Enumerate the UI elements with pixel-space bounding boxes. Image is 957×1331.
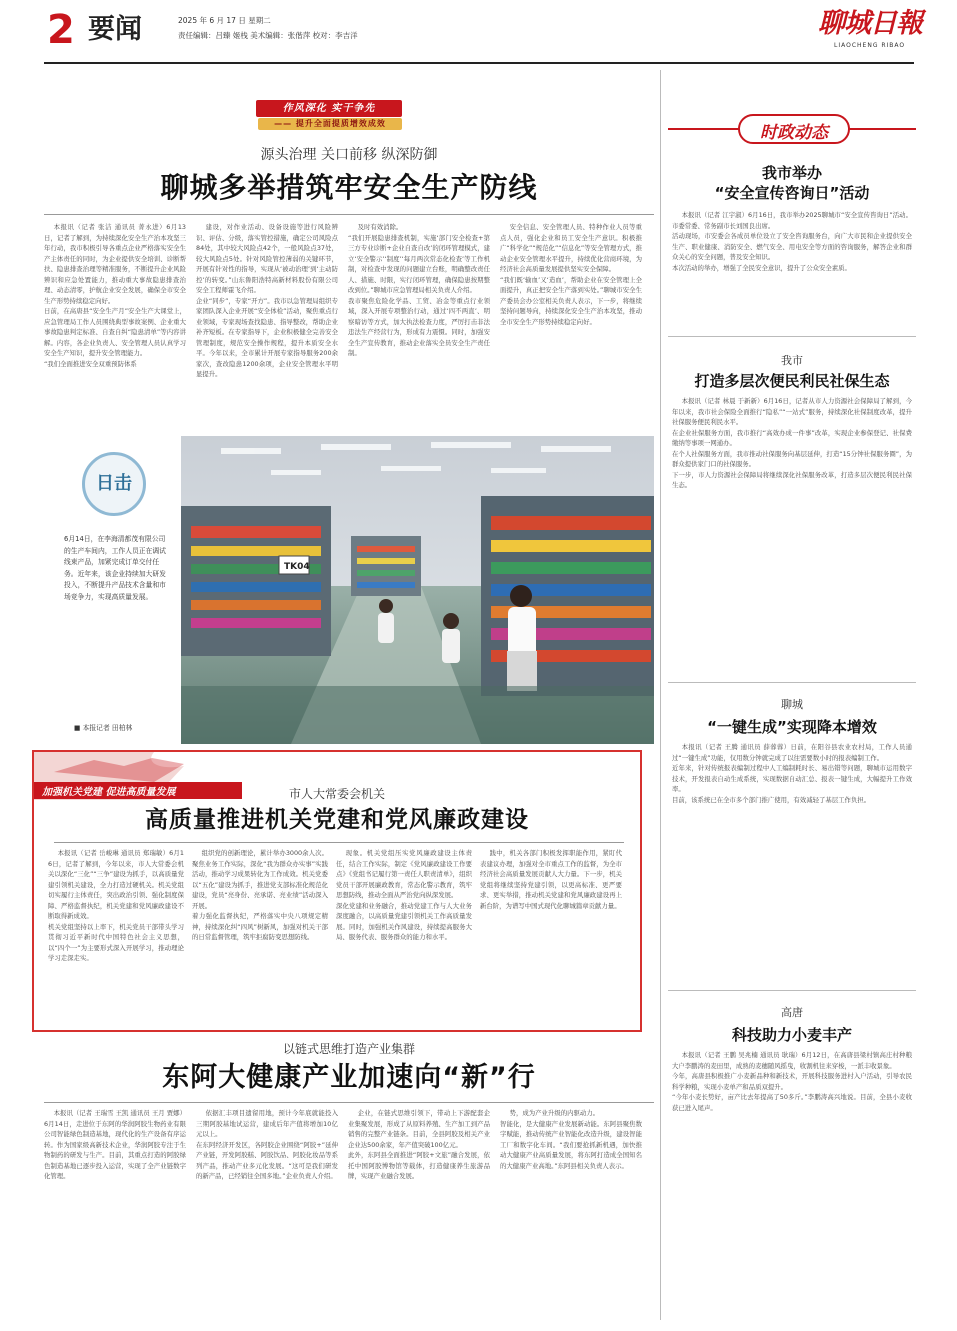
a4-title: 科技助力小麦丰产 (731, 1026, 852, 1044)
bottom-col-1-text: 本报讯（记者 王瑞雪 王凯 通讯员 王月 贾娜）6月14日，走进位于东阿的华润阿胶生物药业有限公司智能绿色制造基地，现代化的生产设备有序运转。作为国家级高新技术企业，华润阿胶专注于生物制药的研发与生产。目前，其重点打造的阿胶绿色制造基地已逐步投入运营，实现了全产业链数字化管理。 (44, 1109, 186, 1180)
a2-rule (668, 682, 916, 683)
date-line: 2025 年 6 月 17 日 星期二 (178, 16, 271, 25)
feature-banner-text: 加强机关党建 促进高质量发展 (42, 787, 176, 798)
a4-kicker: 高唐 (781, 1006, 803, 1019)
photo-caption (64, 534, 172, 714)
feature-col-1 (48, 848, 184, 1026)
feature-title: 高质量推进机关党建和党风廉政建设 (145, 807, 529, 833)
bottom-col-4-text: 势，成为产业升级的内驱动力。 智能化，是大健康产业发展新动能。东阿县聚焦数字赋能，推动传统产业智能化改造升级，建设智能工厂和数字化车间。“我们要抢抓新机遇，加快推动大健康产业高质量发展，将东阿打造成全国知名的大健康产业高地。”东阿县相关负责人表示。 (500, 1109, 642, 1170)
column-divider (660, 70, 661, 1320)
bottom-rule (44, 1102, 654, 1103)
right-column (668, 70, 916, 1326)
feature-article (32, 750, 642, 1032)
a3-kicker: 聊城 (781, 698, 803, 711)
feature-col-4-text: 践中，机关各部门积极发挥职能作用，紧盯代表建议办理，加强对全市重点工作的监督，为全市经济社会高质量发展贡献人大力量。下一步，机关党组将继续坚持党建引领，以更高标准、更严要求、更实举措，推动机关党建和党风廉政建设再上新台阶，为谱写中国式现代化聊城篇章贡献力量。 (480, 849, 622, 910)
lead-col-1-text: 本报讯（记者 张洁 通讯员 菁永进）6月13日，记者了解到，为持续深化安全生产治本攻坚三年行动，我市积极引导各重点企业严格落实安全生产主体责任的同时，为企业提供安全培训、诊断帮扶、隐患排查治理等精准服务，不断提升企业风险辨识和应急处置能力，推动重大事故隐患排查治理、动态清零，护航企业安全发展，确保全市安全生产形势持续稳定向好。 日前，在高唐县“安全生产月”安全生产大课堂上，应急管理局工作人员围绕典型事故案例、企业重大事故隐患判定标准、自查自纠“隐患清单”等内容讲解。内容，各企业负责人、安全管理人员认真学习安全生产知识，提升安全管理能力。 “我们全面推进安全双重预防体系 (44, 223, 186, 368)
lead-col-2 (196, 222, 338, 426)
page-number: 2 (47, 7, 75, 53)
bottom-col-1 (44, 1108, 186, 1320)
right-rack (481, 496, 654, 696)
a1-rule (668, 336, 916, 337)
editors-line: 责任编辑：吕臻 姬栈 美术编辑：张偕萍 校对：李吉洋 (178, 31, 358, 40)
a3-title: “一键生成”实现降本增效 (707, 718, 877, 736)
feature-col-3-text: 现象。机关党组压实党风廉政建设主体责任，结合工作实际，制定《党风廉政建设工作要点》《党组书记履行第一责任人职责清单》，组织党员干部开展廉政教育，常态化警示教育，筑牢思想防线，推动全面从严治党向纵深发展。 深化党建和业务融合，推动党建工作与人大业务深度融合，以高质量党建引领机关工作高质量发展。同时，加强机关作风建设，持续提高服务大局、服务代表、服务群众的能力和水平。 (336, 849, 472, 941)
feature-col-2-text: 组织党的创新理论，累计举办3000余人次。聚焦业务工作实际，深化“我为群众办实事”实践活动，推动学习成果转化为工作成效。机关党委以“五化”建设为抓手，推进党支部标准化规范化建设，党员“亮身份、亮承诺、亮业绩”活动深入开展。 着力强化监督执纪，严格落实中央八项规定精神，持续深化纠“四风”树新风，加强对机关干部的日常监督管理，筑牢拒腐防变思想防线。 (192, 849, 328, 941)
lead-col-3 (348, 222, 490, 426)
a3-body (672, 742, 912, 984)
a2-body-text: 本报讯（记者 林晨 于新新）6月16日，记者从市人力资源社会保障局了解到，今年以来，我市社会保险全面推行“隐私”“一站式”服务，持续深化社保制度改革，提升社保服务便民利民水平。 在企业社保服务方面，我市推行“高效办成一件事”改革，实现企业参保登记、社保费缴纳等事项一网通办。 在个人社保服务方面，我市推动社保服务向基层延伸，打造“15分钟社保服务圈”，为群众提供家门口的社保服务。 下一步，市人力资源社会保障局将继续深化社保服务改革，打造多层次便民利民社保生态。 (672, 397, 912, 489)
bottom-col-2-text: 依据汇丰项目遗留用地，预计今年底就能投入三期阿胶基地试运营，建成后年产值将增加10亿元以上。 在东阿经济开发区，各阿胶企业围绕“阿胶+”延伸产业链，开发阿胶糕、阿胶饮品、阿胶化妆品等系列产品，推动产业多元化发展。“这可是我们研发的新产品，已经销往全国多地。”企业负责人介绍。 (196, 1109, 338, 1180)
lead-col-2-text: 建设，对作业活动、设备设施等进行风险辨识、评估、分级，落实管控措施，确定公司风险点84处，其中较大风险点42个，一般风险点37处，较大风险点5处。针对风险管控薄弱的关键环节，开展有针对性的指导，实现从‘被动治理’到‘主动防控’的转变。”山东鲁阳浩特高新材料股份有限公司安全工程师霍飞介绍。 企业“同步”，专家“开方”。我市以急管理局组织专家团队深入企业开展“安全体检”活动，聚焦重点行业领域，专家现场查找隐患、指导整改，帮助企业补齐短板。在专家指导下，企业积极健全完善安全管理制度，规范安全操作规程，提升本质安全水平。今年以来，全市累计开展专家指导服务200余家次，查改隐患1200余项，企业安全管理水平明显提升。 (196, 223, 338, 378)
a2-body (672, 396, 912, 674)
lead-article (44, 70, 654, 432)
photo-news (44, 436, 654, 744)
a2-kicker: 我市 (781, 354, 803, 367)
photo-credit: ■ 本报记者 田柏林 (74, 724, 133, 732)
feature-col-4 (480, 848, 622, 1026)
factory-photo (181, 436, 654, 744)
a2-title: 打造多层次便民利民社保生态 (694, 372, 890, 390)
a1-body (672, 210, 912, 328)
photo-badge-text: 日击 (96, 473, 132, 494)
bottom-col-3 (348, 1108, 490, 1320)
header-rule (44, 62, 914, 64)
lead-col-3-text: 及时有效消除。 “我们开展隐患排查机制，实施‘部门安全检查+第三方专业诊断+企业自查自改’的闭环管理模式，建立‘安全警示’‘制度’‘每月两次常态化检查’等工作机制，对检查中发现的问题建立台账，明确整改责任人、措施、时限，实行闭环管理，确保隐患按期整改到位。”聊城市应急管理局相关负责人介绍。 我市聚焦危险化学品、工贸、冶金等重点行业领域，深入开展专项整治行动，通过‘四不两直’、明察暗访等方式，加大执法检查力度，严厉打击非法违法生产经营行为，形成有力震慑。同时，加强安全生产宣传教育，推动企业落实全员安全生产责任制。 (348, 223, 490, 357)
photo-caption-text: 6月14日，在李海清都茂有限公司的生产车间内，工作人员正在调试线束产品，加紧完成订单交付任务。近年来，该企业持续加大研发投入，不断提升产品技术含量和市场竞争力，实现高质量发展。 (64, 535, 166, 601)
station-sign: TK04 (284, 562, 310, 572)
newspaper-logo-en: LIAOCHENG RIBAO (834, 42, 906, 49)
bottom-title: 东阿大健康产业加速向“新”行 (162, 1062, 536, 1093)
feature-col-3 (336, 848, 472, 1026)
section-header-text: 时政动态 (760, 123, 828, 143)
feature-rule (54, 842, 624, 843)
bottom-col-3-text: 企业，在链式思维引领下，带动上下游配套企业集聚发展，形成了从原料养殖、生产加工到产品销售的完整产业链条。目前，全县阿胶及相关产业企业达500余家，年产值突破100亿元。 此外，东阿县全面推进“阿胶+文旅”融合发展，依托中国阿胶博物馆等载体，打造健康养生旅游品牌，实现产业融合发展。 (348, 1109, 490, 1180)
center-rack (351, 536, 421, 596)
feature-col-2 (192, 848, 328, 1026)
feature-kicker: 市人大常委会机关 (288, 787, 385, 801)
lead-banner-top: 作风深化 实干争先 (256, 100, 402, 117)
photo-caption-block (44, 436, 174, 744)
bottom-col-2 (196, 1108, 338, 1320)
a4-body (672, 1050, 912, 1320)
news-section-header (668, 110, 916, 146)
newspaper-logo: 聊城日報 (818, 8, 922, 39)
a3-body-text: 本报讯（记者 王腾 通讯员 薛蓉蓉）日前，在阳谷县农业农村局，工作人员通过“一键生成”功能，仅用数分钟就完成了以往需要数小时的报表编制工作。 近年来，针对传统报表编制过程中人工编制耗时长、易出错等问题，聊城市运用数字技术，开发报表自动生成系统，实现数据自动汇总、报表一键生成，大幅提升工作效率。 目前，该系统已在全市多个部门推广使用，有效减轻了基层工作负担。 (672, 743, 912, 804)
lead-col-4 (500, 222, 642, 426)
bottom-col-4 (500, 1108, 642, 1320)
bottom-article (44, 1036, 654, 1326)
a3-rule (668, 990, 916, 991)
a1-body-text: 本报讯（记者 江宇淑）6月16日，我市举办2025聊城市“安全宣传咨询日”活动。市委常委、常务副市长刘国良出席。 活动现场，市安委会各成员单位设立了安全咨询服务台，向广大市民和企业提供安全生产、职业健康、消防安全、燃气安全、用电安全等方面的咨询服务，解答企业和群众关心的安全问题，普及安全知识。 本次活动的举办，增强了全民安全意识，提升了公众安全素质。 (672, 211, 912, 272)
photo-badge (82, 452, 146, 516)
lead-kicker: 源头治理 关口前移 纵深防御 (260, 147, 438, 163)
lead-title: 聊城多举措筑牢安全生产防线 (160, 171, 538, 204)
a1-title-line-1: 我市举办 (761, 164, 822, 182)
lead-banner-bottom: —— 提升全面提质增效成效 (258, 118, 402, 130)
left-rack (181, 506, 331, 656)
page-header (0, 0, 957, 64)
lead-col-4-text: 安全信息、安全管理人员、特种作业人员等重点人员，强化企业和员工安全生产意识。积极推广“科学化”“规范化”“信息化”等安全管理方式，推动企业安全管理水平提升，持续优化营商环境，为经济社会高质量发展提供坚实安全保障。 “我们既‘输血’又‘造血’，帮助企业在安全管理上全面提升，真正把安全生产落到实处。”聊城市安全生产委员会办公室相关负责人表示，下一步，将继续坚持问题导向，持续深化安全生产治本攻坚，推动全市安全生产形势持续稳定向好。 (500, 223, 642, 326)
feature-col-1-text: 本报讯（记者 岳峻琳 通讯员 郑瑞敏）6月16日，记者了解到，今年以来，市人大常委会机关以深化“三化”“三争”建设为抓手，以高质量党建引领机关建设，全力打造过硬机关。机关党组切实履行主体责任，突出政治引领、强化制度保障、严格监督执纪，机关党建和党风廉政建设不断取得新成效。 机关党组坚持以上率下，机关党员干部带头学习贯彻习近平新时代中国特色社会主义思想，以“四个一”为主要形式深入开展学习，推动理论学习走深走实。 (48, 849, 184, 962)
lead-col-1 (44, 222, 186, 426)
a1-title-line-2: “安全宣传咨询日”活动 (714, 184, 870, 202)
lead-rule (44, 214, 654, 215)
bottom-kicker: 以链式思维打造产业集群 (282, 1042, 415, 1056)
a4-body-text: 本报讯（记者 王鹏 吴兆楠 通讯员 耿瑞）6月12日，在高唐县梁村镇高庄村种粮大户李鹏涛的麦田里，成熟的麦穗随风摇曳，收割机往来穿梭，一派丰收景象。 今年，高唐县积极推广小麦新品种和新技术，开展科技服务进村入户活动，引导农民科学种粮，实现小麦单产和品质双提升。 “今年小麦长势好，亩产比去年提高了50多斤。”李鹏涛高兴地说。目前，全县小麦收获已进入尾声。 (672, 1051, 912, 1112)
section-title: 要闻 (88, 14, 142, 45)
